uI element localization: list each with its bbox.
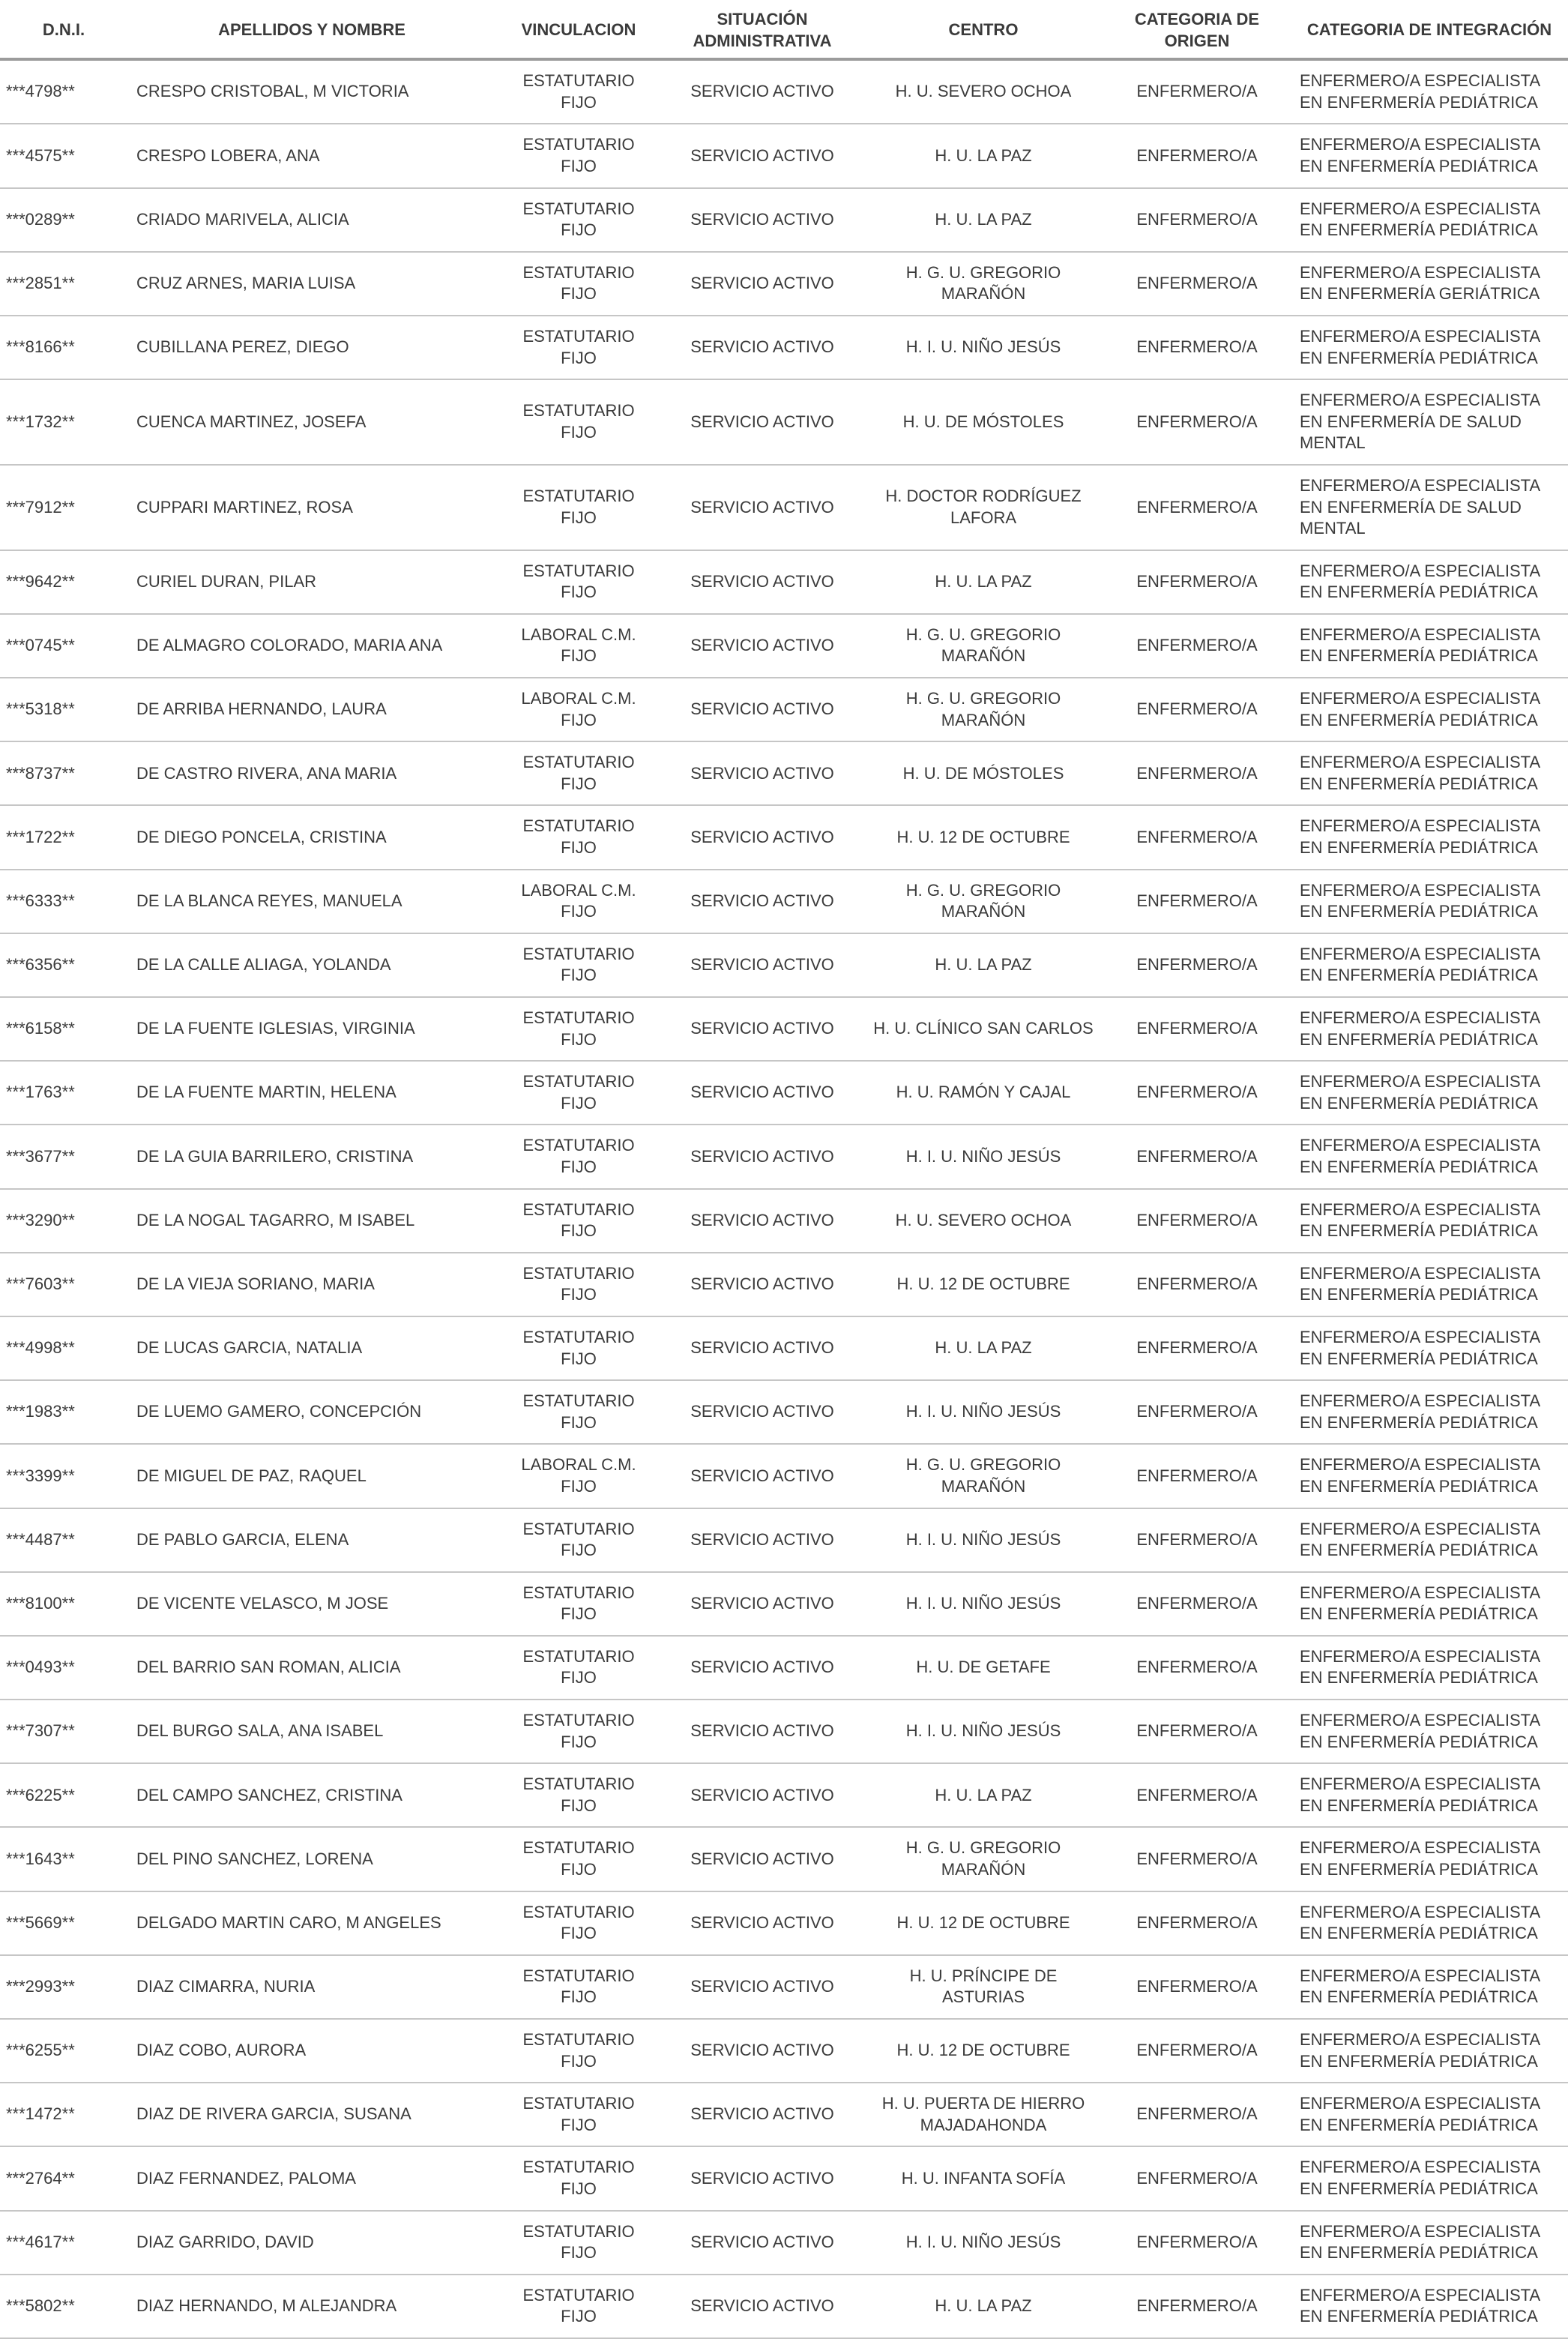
cell-nombre: DEL PINO SANCHEZ, LORENA [127,1827,496,1891]
table-row [0,1444,1568,1508]
cell-centro: H. I. U. NIÑO JESÚS [863,2211,1103,2275]
cell-vinculacion: ESTATUTARIO FIJO [496,1380,661,1444]
cell-nombre: DEL BURGO SALA, ANA ISABEL [127,1700,496,1763]
cell-centro: H. I. U. NIÑO JESÚS [863,1508,1103,1572]
cell-vinculacion: ESTATUTARIO FIJO [496,805,661,869]
cell-vinculacion: ESTATUTARIO FIJO [496,1827,661,1891]
table-row [0,1700,1568,1763]
table-row [0,614,1568,678]
cell-integracion: ENFERMERO/A ESPECIALISTA EN ENFERMERÍA PEDIÁTRICA [1291,59,1568,124]
cell-origen: ENFERMERO/A [1103,1444,1291,1508]
table-body [0,59,1568,2338]
cell-centro: H. U. 12 DE OCTUBRE [863,1253,1103,1316]
cell-situacion: SERVICIO ACTIVO [661,316,863,379]
cell-situacion: SERVICIO ACTIVO [661,2083,863,2146]
cell-origen: ENFERMERO/A [1103,1380,1291,1444]
table-row [0,741,1568,805]
cell-dni: ***7603** [0,1253,127,1316]
cell-integracion: ENFERMERO/A ESPECIALISTA EN ENFERMERÍA PEDIÁTRICA [1291,1508,1568,1572]
cell-integracion: ENFERMERO/A ESPECIALISTA EN ENFERMERÍA PEDIÁTRICA [1291,1955,1568,2019]
cell-situacion: SERVICIO ACTIVO [661,1125,863,1188]
table-row [0,1763,1568,1827]
cell-nombre: DE LA FUENTE IGLESIAS, VIRGINIA [127,997,496,1061]
cell-integracion: ENFERMERO/A ESPECIALISTA EN ENFERMERÍA PEDIÁTRICA [1291,2211,1568,2275]
cell-situacion: SERVICIO ACTIVO [661,1700,863,1763]
cell-centro: H. U. LA PAZ [863,1763,1103,1827]
cell-vinculacion: ESTATUTARIO FIJO [496,550,661,614]
cell-vinculacion: ESTATUTARIO FIJO [496,124,661,187]
table-row [0,1316,1568,1380]
cell-integracion: ENFERMERO/A ESPECIALISTA EN ENFERMERÍA PEDIÁTRICA [1291,1763,1568,1827]
cell-vinculacion: ESTATUTARIO FIJO [496,188,661,252]
cell-nombre: DEL BARRIO SAN ROMAN, ALICIA [127,1636,496,1700]
cell-origen: ENFERMERO/A [1103,1061,1291,1125]
cell-centro: H. G. U. GREGORIO MARAÑÓN [863,1444,1103,1508]
table-row [0,2019,1568,2083]
cell-vinculacion: ESTATUTARIO FIJO [496,316,661,379]
table-row [0,1636,1568,1700]
cell-situacion: SERVICIO ACTIVO [661,1572,863,1636]
cell-nombre: DELGADO MARTIN CARO, M ANGELES [127,1891,496,1955]
cell-nombre: CUPPARI MARTINEZ, ROSA [127,465,496,550]
table-row [0,1827,1568,1891]
table-row [0,933,1568,997]
cell-integracion: ENFERMERO/A ESPECIALISTA EN ENFERMERÍA DE SALUD MENTAL [1291,379,1568,465]
cell-situacion: SERVICIO ACTIVO [661,1827,863,1891]
cell-vinculacion: ESTATUTARIO FIJO [496,997,661,1061]
cell-situacion: SERVICIO ACTIVO [661,741,863,805]
cell-origen: ENFERMERO/A [1103,316,1291,379]
cell-dni: ***3677** [0,1125,127,1188]
cell-situacion: SERVICIO ACTIVO [661,2146,863,2210]
table-row [0,316,1568,379]
cell-vinculacion: ESTATUTARIO FIJO [496,933,661,997]
cell-situacion: SERVICIO ACTIVO [661,252,863,316]
cell-nombre: DIAZ HERNANDO, M ALEJANDRA [127,2275,496,2338]
cell-vinculacion: ESTATUTARIO FIJO [496,1253,661,1316]
cell-origen: ENFERMERO/A [1103,741,1291,805]
cell-dni: ***8737** [0,741,127,805]
cell-centro: H. U. LA PAZ [863,1316,1103,1380]
cell-nombre: DIAZ GARRIDO, DAVID [127,2211,496,2275]
cell-vinculacion: ESTATUTARIO FIJO [496,1316,661,1380]
cell-integracion: ENFERMERO/A ESPECIALISTA EN ENFERMERÍA PEDIÁTRICA [1291,1316,1568,1380]
cell-situacion: SERVICIO ACTIVO [661,1508,863,1572]
cell-origen: ENFERMERO/A [1103,1891,1291,1955]
table-row [0,1253,1568,1316]
cell-integracion: ENFERMERO/A ESPECIALISTA EN ENFERMERÍA PEDIÁTRICA [1291,188,1568,252]
cell-vinculacion: ESTATUTARIO FIJO [496,1955,661,2019]
table-row [0,550,1568,614]
cell-origen: ENFERMERO/A [1103,1508,1291,1572]
cell-centro: H. I. U. NIÑO JESÚS [863,1700,1103,1763]
cell-origen: ENFERMERO/A [1103,678,1291,741]
cell-dni: ***8166** [0,316,127,379]
cell-integracion: ENFERMERO/A ESPECIALISTA EN ENFERMERÍA PEDIÁTRICA [1291,1061,1568,1125]
cell-situacion: SERVICIO ACTIVO [661,465,863,550]
cell-centro: H. G. U. GREGORIO MARAÑÓN [863,678,1103,741]
cell-dni: ***2851** [0,252,127,316]
cell-origen: ENFERMERO/A [1103,59,1291,124]
cell-nombre: CUBILLANA PEREZ, DIEGO [127,316,496,379]
cell-centro: H. G. U. GREGORIO MARAÑÓN [863,252,1103,316]
cell-origen: ENFERMERO/A [1103,1636,1291,1700]
cell-origen: ENFERMERO/A [1103,1827,1291,1891]
cell-centro: H. G. U. GREGORIO MARAÑÓN [863,1827,1103,1891]
cell-origen: ENFERMERO/A [1103,2083,1291,2146]
cell-centro: H. G. U. GREGORIO MARAÑÓN [863,870,1103,933]
cell-nombre: DE LA CALLE ALIAGA, YOLANDA [127,933,496,997]
cell-dni: ***1983** [0,1380,127,1444]
cell-situacion: SERVICIO ACTIVO [661,1189,863,1253]
cell-nombre: DE CASTRO RIVERA, ANA MARIA [127,741,496,805]
table-row [0,59,1568,124]
cell-situacion: SERVICIO ACTIVO [661,379,863,465]
cell-dni: ***6333** [0,870,127,933]
cell-nombre: CURIEL DURAN, PILAR [127,550,496,614]
cell-centro: H. I. U. NIÑO JESÚS [863,316,1103,379]
cell-centro: H. U. LA PAZ [863,188,1103,252]
column-header-vinculacion: VINCULACION [496,3,661,59]
cell-integracion: ENFERMERO/A ESPECIALISTA EN ENFERMERÍA PEDIÁTRICA [1291,741,1568,805]
cell-situacion: SERVICIO ACTIVO [661,2275,863,2338]
cell-vinculacion: LABORAL C.M. FIJO [496,870,661,933]
cell-vinculacion: ESTATUTARIO FIJO [496,1700,661,1763]
column-header-centro: CENTRO [863,3,1103,59]
column-header-origen: CATEGORIA DE ORIGEN [1103,3,1291,59]
cell-nombre: CRIADO MARIVELA, ALICIA [127,188,496,252]
table-row [0,379,1568,465]
table-row [0,997,1568,1061]
cell-dni: ***1472** [0,2083,127,2146]
cell-integracion: ENFERMERO/A ESPECIALISTA EN ENFERMERÍA PEDIÁTRICA [1291,1700,1568,1763]
cell-centro: H. I. U. NIÑO JESÚS [863,1572,1103,1636]
cell-integracion: ENFERMERO/A ESPECIALISTA EN ENFERMERÍA PEDIÁTRICA [1291,1636,1568,1700]
cell-integracion: ENFERMERO/A ESPECIALISTA EN ENFERMERÍA PEDIÁTRICA [1291,124,1568,187]
cell-dni: ***1763** [0,1061,127,1125]
cell-dni: ***3290** [0,1189,127,1253]
cell-nombre: DE MIGUEL DE PAZ, RAQUEL [127,1444,496,1508]
cell-vinculacion: ESTATUTARIO FIJO [496,2275,661,2338]
cell-origen: ENFERMERO/A [1103,188,1291,252]
cell-origen: ENFERMERO/A [1103,870,1291,933]
cell-centro: H. U. 12 DE OCTUBRE [863,2019,1103,2083]
cell-integracion: ENFERMERO/A ESPECIALISTA EN ENFERMERÍA GERIÁTRICA [1291,252,1568,316]
cell-vinculacion: ESTATUTARIO FIJO [496,2083,661,2146]
cell-dni: ***4998** [0,1316,127,1380]
cell-integracion: ENFERMERO/A ESPECIALISTA EN ENFERMERÍA PEDIÁTRICA [1291,933,1568,997]
cell-dni: ***2993** [0,1955,127,2019]
cell-situacion: SERVICIO ACTIVO [661,933,863,997]
cell-dni: ***1643** [0,1827,127,1891]
cell-integracion: ENFERMERO/A ESPECIALISTA EN ENFERMERÍA PEDIÁTRICA [1291,1380,1568,1444]
table-row [0,188,1568,252]
cell-vinculacion: ESTATUTARIO FIJO [496,1636,661,1700]
cell-centro: H. U. LA PAZ [863,933,1103,997]
cell-nombre: DE LA VIEJA SORIANO, MARIA [127,1253,496,1316]
cell-dni: ***7912** [0,465,127,550]
cell-origen: ENFERMERO/A [1103,379,1291,465]
cell-origen: ENFERMERO/A [1103,124,1291,187]
cell-vinculacion: LABORAL C.M. FIJO [496,678,661,741]
cell-dni: ***5318** [0,678,127,741]
cell-centro: H. U. 12 DE OCTUBRE [863,805,1103,869]
cell-centro: H. U. LA PAZ [863,2275,1103,2338]
cell-vinculacion: ESTATUTARIO FIJO [496,741,661,805]
cell-integracion: ENFERMERO/A ESPECIALISTA EN ENFERMERÍA PEDIÁTRICA [1291,614,1568,678]
cell-nombre: DE LA BLANCA REYES, MANUELA [127,870,496,933]
cell-integracion: ENFERMERO/A ESPECIALISTA EN ENFERMERÍA PEDIÁTRICA [1291,550,1568,614]
cell-situacion: SERVICIO ACTIVO [661,805,863,869]
table-row [0,252,1568,316]
cell-integracion: ENFERMERO/A ESPECIALISTA EN ENFERMERÍA PEDIÁTRICA [1291,1125,1568,1188]
cell-dni: ***4798** [0,59,127,124]
personnel-table [0,3,1568,2339]
table-row [0,1955,1568,2019]
cell-origen: ENFERMERO/A [1103,997,1291,1061]
table-row [0,1380,1568,1444]
cell-situacion: SERVICIO ACTIVO [661,1253,863,1316]
table-row [0,805,1568,869]
cell-nombre: DE PABLO GARCIA, ELENA [127,1508,496,1572]
cell-situacion: SERVICIO ACTIVO [661,870,863,933]
table-header [0,3,1568,59]
cell-situacion: SERVICIO ACTIVO [661,1380,863,1444]
cell-dni: ***5669** [0,1891,127,1955]
cell-integracion: ENFERMERO/A ESPECIALISTA EN ENFERMERÍA PEDIÁTRICA [1291,805,1568,869]
cell-centro: H. U. SEVERO OCHOA [863,59,1103,124]
cell-origen: ENFERMERO/A [1103,550,1291,614]
cell-integracion: ENFERMERO/A ESPECIALISTA EN ENFERMERÍA PEDIÁTRICA [1291,1891,1568,1955]
cell-situacion: SERVICIO ACTIVO [661,1444,863,1508]
cell-vinculacion: ESTATUTARIO FIJO [496,379,661,465]
cell-nombre: DE ALMAGRO COLORADO, MARIA ANA [127,614,496,678]
cell-centro: H. I. U. NIÑO JESÚS [863,1125,1103,1188]
table-row [0,2146,1568,2210]
cell-dni: ***7307** [0,1700,127,1763]
cell-integracion: ENFERMERO/A ESPECIALISTA EN ENFERMERÍA PEDIÁTRICA [1291,2083,1568,2146]
cell-vinculacion: ESTATUTARIO FIJO [496,2019,661,2083]
cell-dni: ***9642** [0,550,127,614]
column-header-dni: D.N.I. [0,3,127,59]
table-row [0,1061,1568,1125]
column-header-situacion: SITUACIÓN ADMINISTRATIVA [661,3,863,59]
cell-situacion: SERVICIO ACTIVO [661,1636,863,1700]
cell-vinculacion: LABORAL C.M. FIJO [496,614,661,678]
cell-nombre: DIAZ COBO, AURORA [127,2019,496,2083]
cell-dni: ***6158** [0,997,127,1061]
table-row [0,2211,1568,2275]
cell-vinculacion: ESTATUTARIO FIJO [496,1508,661,1572]
cell-origen: ENFERMERO/A [1103,1253,1291,1316]
cell-origen: ENFERMERO/A [1103,2146,1291,2210]
cell-nombre: DE DIEGO PONCELA, CRISTINA [127,805,496,869]
cell-situacion: SERVICIO ACTIVO [661,1316,863,1380]
cell-vinculacion: ESTATUTARIO FIJO [496,252,661,316]
cell-vinculacion: ESTATUTARIO FIJO [496,1572,661,1636]
cell-vinculacion: ESTATUTARIO FIJO [496,2146,661,2210]
column-header-integracion: CATEGORIA DE INTEGRACIÓN [1291,3,1568,59]
table-row [0,2275,1568,2338]
cell-integracion: ENFERMERO/A ESPECIALISTA EN ENFERMERÍA PEDIÁTRICA [1291,316,1568,379]
cell-situacion: SERVICIO ACTIVO [661,614,863,678]
cell-centro: H. U. LA PAZ [863,124,1103,187]
cell-centro: H. I. U. NIÑO JESÚS [863,1380,1103,1444]
table-row [0,124,1568,187]
cell-integracion: ENFERMERO/A ESPECIALISTA EN ENFERMERÍA DE SALUD MENTAL [1291,465,1568,550]
table-row [0,1508,1568,1572]
cell-vinculacion: ESTATUTARIO FIJO [496,1891,661,1955]
cell-origen: ENFERMERO/A [1103,1763,1291,1827]
cell-origen: ENFERMERO/A [1103,1316,1291,1380]
cell-centro: H. U. PRÍNCIPE DE ASTURIAS [863,1955,1103,2019]
table-row [0,1125,1568,1188]
cell-integracion: ENFERMERO/A ESPECIALISTA EN ENFERMERÍA PEDIÁTRICA [1291,1253,1568,1316]
cell-situacion: SERVICIO ACTIVO [661,59,863,124]
cell-centro: H. U. RAMÓN Y CAJAL [863,1061,1103,1125]
cell-dni: ***4617** [0,2211,127,2275]
cell-vinculacion: ESTATUTARIO FIJO [496,1189,661,1253]
cell-nombre: DE ARRIBA HERNANDO, LAURA [127,678,496,741]
cell-origen: ENFERMERO/A [1103,805,1291,869]
cell-situacion: SERVICIO ACTIVO [661,550,863,614]
table-row [0,2083,1568,2146]
cell-centro: H. U. CLÍNICO SAN CARLOS [863,997,1103,1061]
cell-dni: ***1722** [0,805,127,869]
cell-vinculacion: ESTATUTARIO FIJO [496,1763,661,1827]
cell-origen: ENFERMERO/A [1103,2211,1291,2275]
cell-situacion: SERVICIO ACTIVO [661,2019,863,2083]
cell-dni: ***0289** [0,188,127,252]
cell-origen: ENFERMERO/A [1103,1955,1291,2019]
table-row [0,678,1568,741]
cell-integracion: ENFERMERO/A ESPECIALISTA EN ENFERMERÍA PEDIÁTRICA [1291,1189,1568,1253]
cell-centro: H. U. DE MÓSTOLES [863,379,1103,465]
cell-dni: ***0745** [0,614,127,678]
table-row [0,870,1568,933]
cell-dni: ***5802** [0,2275,127,2338]
cell-nombre: DE LA GUIA BARRILERO, CRISTINA [127,1125,496,1188]
cell-integracion: ENFERMERO/A ESPECIALISTA EN ENFERMERÍA PEDIÁTRICA [1291,870,1568,933]
cell-integracion: ENFERMERO/A ESPECIALISTA EN ENFERMERÍA PEDIÁTRICA [1291,678,1568,741]
cell-centro: H. U. SEVERO OCHOA [863,1189,1103,1253]
cell-integracion: ENFERMERO/A ESPECIALISTA EN ENFERMERÍA PEDIÁTRICA [1291,1444,1568,1508]
cell-nombre: DIAZ DE RIVERA GARCIA, SUSANA [127,2083,496,2146]
cell-dni: ***6225** [0,1763,127,1827]
cell-vinculacion: ESTATUTARIO FIJO [496,1061,661,1125]
cell-dni: ***1732** [0,379,127,465]
table-row [0,1572,1568,1636]
column-header-nombre: APELLIDOS Y NOMBRE [127,3,496,59]
cell-nombre: CRESPO CRISTOBAL, M VICTORIA [127,59,496,124]
cell-dni: ***3399** [0,1444,127,1508]
cell-origen: ENFERMERO/A [1103,252,1291,316]
cell-situacion: SERVICIO ACTIVO [661,1891,863,1955]
cell-integracion: ENFERMERO/A ESPECIALISTA EN ENFERMERÍA PEDIÁTRICA [1291,2019,1568,2083]
cell-origen: ENFERMERO/A [1103,1700,1291,1763]
cell-dni: ***6356** [0,933,127,997]
cell-nombre: DEL CAMPO SANCHEZ, CRISTINA [127,1763,496,1827]
cell-origen: ENFERMERO/A [1103,1572,1291,1636]
table-row [0,1189,1568,1253]
cell-dni: ***8100** [0,1572,127,1636]
cell-situacion: SERVICIO ACTIVO [661,1955,863,2019]
cell-origen: ENFERMERO/A [1103,1125,1291,1188]
cell-nombre: DE LUCAS GARCIA, NATALIA [127,1316,496,1380]
cell-integracion: ENFERMERO/A ESPECIALISTA EN ENFERMERÍA PEDIÁTRICA [1291,1827,1568,1891]
table-header-row [0,3,1568,59]
cell-origen: ENFERMERO/A [1103,465,1291,550]
cell-situacion: SERVICIO ACTIVO [661,1061,863,1125]
cell-vinculacion: ESTATUTARIO FIJO [496,2211,661,2275]
cell-nombre: CRUZ ARNES, MARIA LUISA [127,252,496,316]
cell-vinculacion: LABORAL C.M. FIJO [496,1444,661,1508]
cell-vinculacion: ESTATUTARIO FIJO [496,465,661,550]
cell-origen: ENFERMERO/A [1103,2019,1291,2083]
cell-centro: H. U. LA PAZ [863,550,1103,614]
cell-nombre: DE LA FUENTE MARTIN, HELENA [127,1061,496,1125]
cell-dni: ***4487** [0,1508,127,1572]
cell-dni: ***2764** [0,2146,127,2210]
cell-vinculacion: ESTATUTARIO FIJO [496,1125,661,1188]
cell-situacion: SERVICIO ACTIVO [661,124,863,187]
cell-nombre: DIAZ FERNANDEZ, PALOMA [127,2146,496,2210]
cell-centro: H. U. DE GETAFE [863,1636,1103,1700]
cell-nombre: CRESPO LOBERA, ANA [127,124,496,187]
cell-nombre: CUENCA MARTINEZ, JOSEFA [127,379,496,465]
cell-dni: ***4575** [0,124,127,187]
cell-integracion: ENFERMERO/A ESPECIALISTA EN ENFERMERÍA PEDIÁTRICA [1291,2146,1568,2210]
cell-centro: H. U. PUERTA DE HIERRO MAJADAHONDA [863,2083,1103,2146]
cell-situacion: SERVICIO ACTIVO [661,678,863,741]
table-row [0,1891,1568,1955]
cell-origen: ENFERMERO/A [1103,614,1291,678]
cell-centro: H. U. DE MÓSTOLES [863,741,1103,805]
cell-situacion: SERVICIO ACTIVO [661,1763,863,1827]
cell-centro: H. G. U. GREGORIO MARAÑÓN [863,614,1103,678]
cell-situacion: SERVICIO ACTIVO [661,997,863,1061]
cell-situacion: SERVICIO ACTIVO [661,2211,863,2275]
cell-centro: H. DOCTOR RODRÍGUEZ LAFORA [863,465,1103,550]
cell-integracion: ENFERMERO/A ESPECIALISTA EN ENFERMERÍA PEDIÁTRICA [1291,997,1568,1061]
cell-situacion: SERVICIO ACTIVO [661,188,863,252]
cell-origen: ENFERMERO/A [1103,1189,1291,1253]
cell-integracion: ENFERMERO/A ESPECIALISTA EN ENFERMERÍA PEDIÁTRICA [1291,2275,1568,2338]
table-row [0,465,1568,550]
cell-origen: ENFERMERO/A [1103,933,1291,997]
cell-nombre: DE VICENTE VELASCO, M JOSE [127,1572,496,1636]
cell-integracion: ENFERMERO/A ESPECIALISTA EN ENFERMERÍA PEDIÁTRICA [1291,1572,1568,1636]
cell-nombre: DIAZ CIMARRA, NURIA [127,1955,496,2019]
cell-nombre: DE LA NOGAL TAGARRO, M ISABEL [127,1189,496,1253]
cell-dni: ***6255** [0,2019,127,2083]
cell-centro: H. U. INFANTA SOFÍA [863,2146,1103,2210]
cell-nombre: DE LUEMO GAMERO, CONCEPCIÓN [127,1380,496,1444]
cell-origen: ENFERMERO/A [1103,2275,1291,2338]
cell-centro: H. U. 12 DE OCTUBRE [863,1891,1103,1955]
cell-vinculacion: ESTATUTARIO FIJO [496,59,661,124]
cell-dni: ***0493** [0,1636,127,1700]
